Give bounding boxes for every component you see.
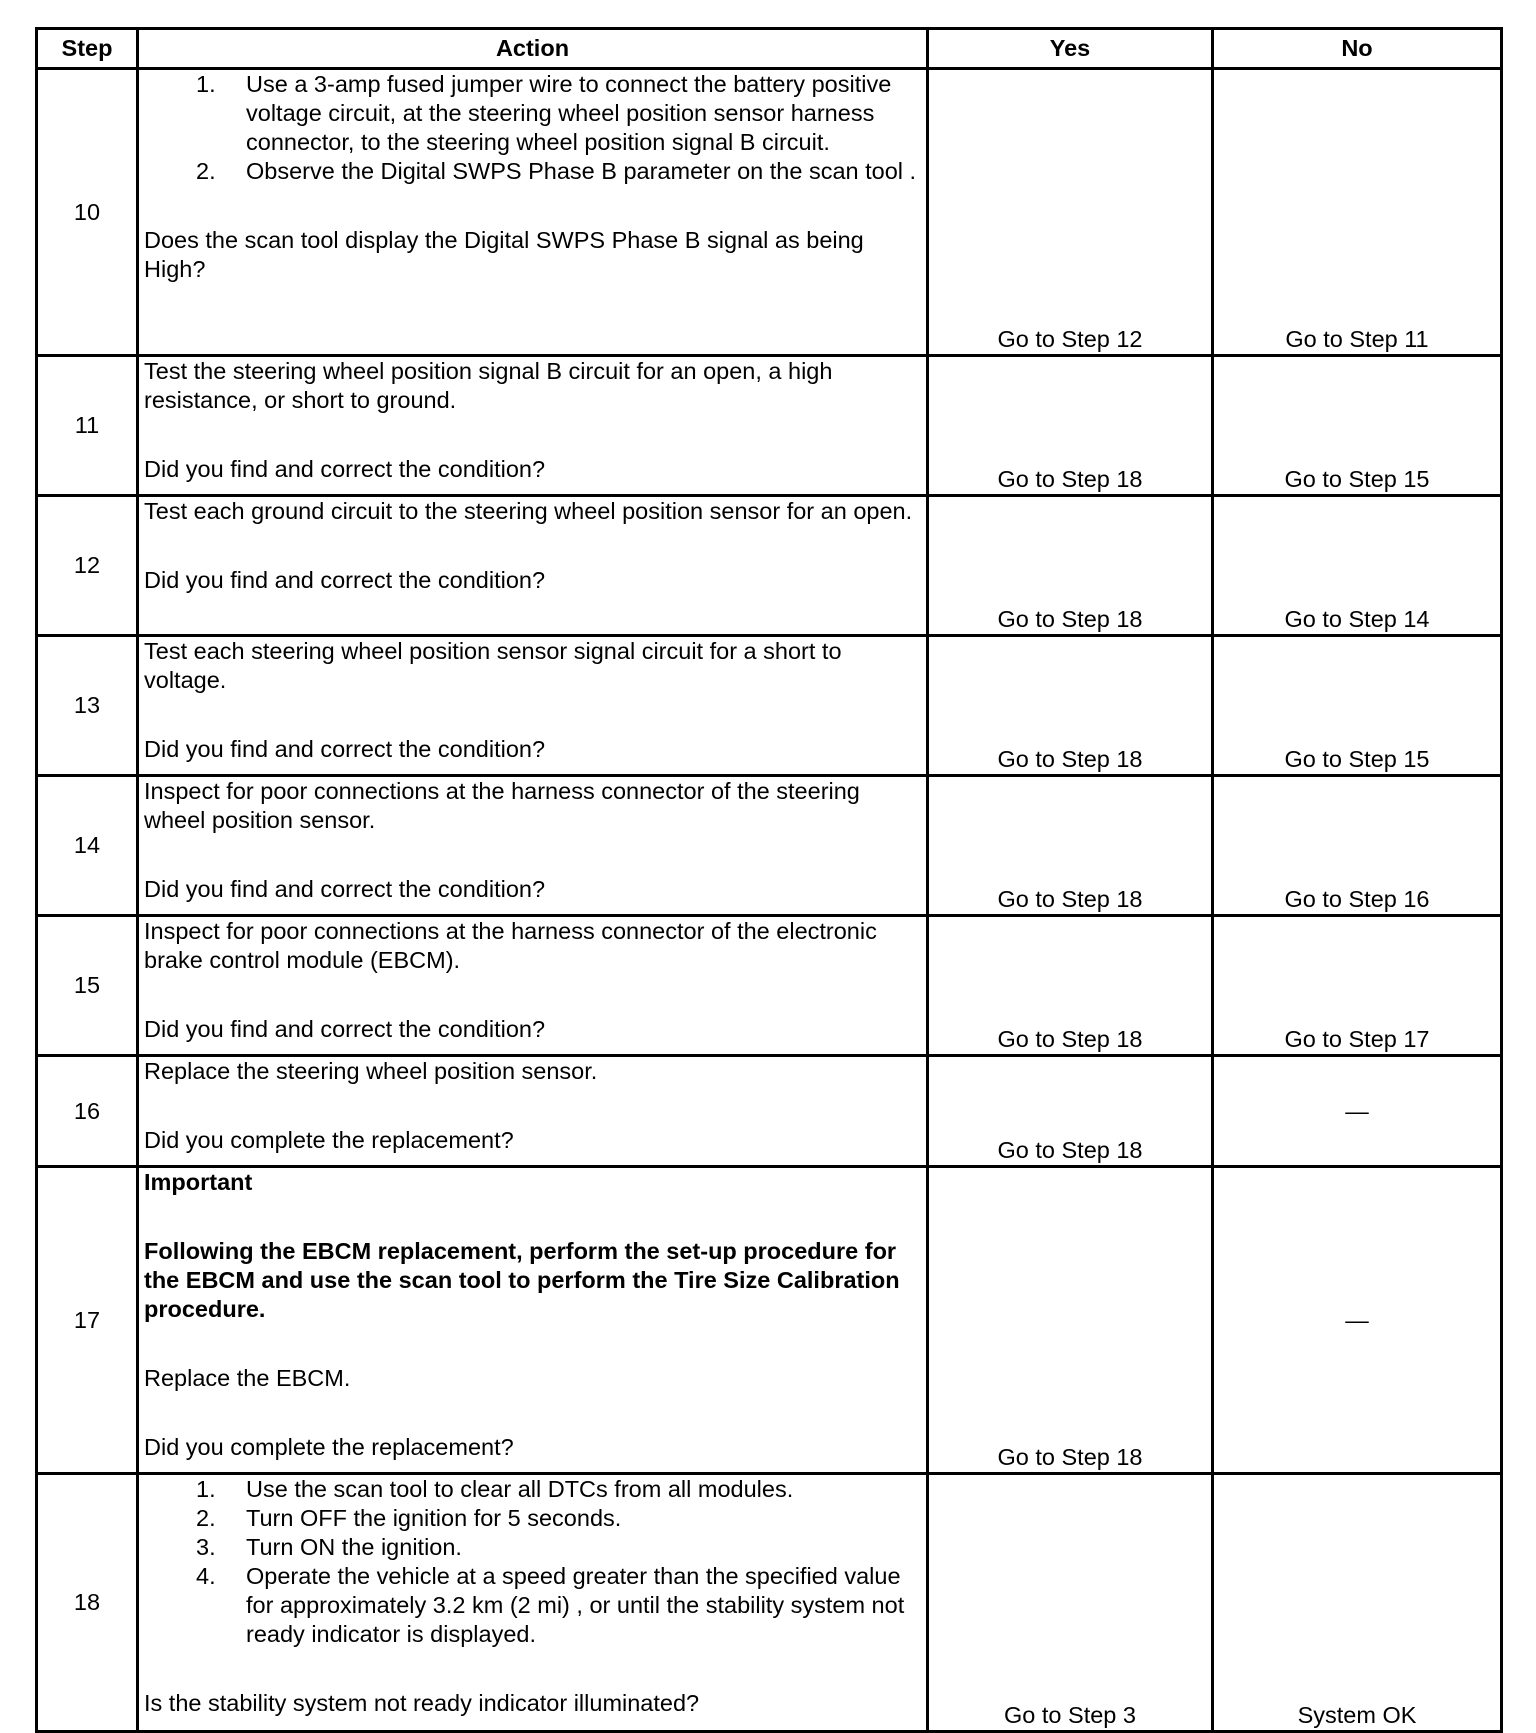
list-item-text: Turn OFF the ignition for 5 seconds. bbox=[246, 1505, 622, 1531]
question-text: Did you find and correct the condition? bbox=[144, 876, 546, 902]
action-text: Test each steering wheel position sensor signal circuit for a short to voltage. bbox=[144, 638, 842, 693]
action-text: Test each ground circuit to the steering wheel position sensor for an open. bbox=[144, 498, 913, 524]
list-item-text: Operate the vehicle at a speed greater than the specified value for approximately 3.2 km (2 mi) , or until the stability system not ready indicator is displayed. bbox=[246, 1563, 905, 1647]
diagnostic-table bbox=[35, 27, 1503, 1733]
list-item bbox=[144, 70, 921, 157]
action-cell bbox=[138, 69, 928, 356]
yes-result: Go to Step 18 bbox=[928, 496, 1213, 636]
yes-result: Go to Step 18 bbox=[928, 636, 1213, 776]
yes-result: Go to Step 18 bbox=[928, 916, 1213, 1056]
no-result: Go to Step 17 bbox=[1213, 916, 1502, 1056]
header-action: Action bbox=[138, 29, 928, 69]
table-row bbox=[37, 1056, 1502, 1167]
step-number: 16 bbox=[37, 1056, 138, 1167]
no-result: Go to Step 16 bbox=[1213, 776, 1502, 916]
question-text: Did you complete the replacement? bbox=[144, 1434, 514, 1460]
action-cell bbox=[138, 776, 928, 916]
question-text: Did you find and correct the condition? bbox=[144, 736, 546, 762]
yes-result: Go to Step 18 bbox=[928, 1167, 1213, 1474]
header-step: Step bbox=[37, 29, 138, 69]
step-number: 12 bbox=[37, 496, 138, 636]
step-number: 15 bbox=[37, 916, 138, 1056]
no-result: — bbox=[1213, 1056, 1502, 1167]
action-cell bbox=[138, 496, 928, 636]
important-note: Following the EBCM replacement, perform the set-up procedure for the EBCM and use the scan tool to perform the Tire Size Calibration procedure. bbox=[144, 1238, 900, 1322]
yes-result: Go to Step 3 bbox=[928, 1474, 1213, 1732]
table-row bbox=[37, 776, 1502, 916]
action-text: Inspect for poor connections at the harness connector of the electronic brake control module (EBCM). bbox=[144, 918, 877, 973]
action-cell bbox=[138, 1474, 928, 1732]
table-row bbox=[37, 356, 1502, 496]
table-row bbox=[37, 496, 1502, 636]
action-text: Inspect for poor connections at the harness connector of the steering wheel position sensor. bbox=[144, 778, 860, 833]
step-number: 13 bbox=[37, 636, 138, 776]
no-result: Go to Step 11 bbox=[1213, 69, 1502, 356]
list-item-number: 2. bbox=[196, 158, 216, 184]
header-yes: Yes bbox=[928, 29, 1213, 69]
question-text: Did you find and correct the condition? bbox=[144, 1016, 546, 1042]
list-item-text: Use a 3-amp fused jumper wire to connect the battery positive voltage circuit, at the steering wheel position sensor harness connector, to the steering wheel position signal B circuit. bbox=[246, 71, 892, 155]
yes-result: Go to Step 18 bbox=[928, 776, 1213, 916]
list-item bbox=[144, 157, 921, 186]
action-cell bbox=[138, 356, 928, 496]
instruction-list bbox=[144, 1475, 921, 1649]
list-item-number: 1. bbox=[196, 71, 216, 97]
table-row bbox=[37, 69, 1502, 356]
important-heading: Important bbox=[144, 1169, 253, 1195]
action-cell bbox=[138, 1167, 928, 1474]
action-cell bbox=[138, 1056, 928, 1167]
action-cell bbox=[138, 636, 928, 776]
table-row bbox=[37, 1167, 1502, 1474]
step-number: 14 bbox=[37, 776, 138, 916]
step-number: 10 bbox=[37, 69, 138, 356]
question-text: Does the scan tool display the Digital SWPS Phase B signal as being High? bbox=[144, 227, 864, 282]
step-number: 17 bbox=[37, 1167, 138, 1474]
list-item-number: 2. bbox=[196, 1505, 216, 1531]
no-result: System OK bbox=[1213, 1474, 1502, 1732]
list-item-number: 4. bbox=[196, 1563, 216, 1589]
header-no: No bbox=[1213, 29, 1502, 69]
step-number: 18 bbox=[37, 1474, 138, 1732]
no-result: Go to Step 15 bbox=[1213, 636, 1502, 776]
no-result: Go to Step 15 bbox=[1213, 356, 1502, 496]
header-row bbox=[37, 29, 1502, 69]
question-text: Did you find and correct the condition? bbox=[144, 567, 546, 593]
question-text: Did you complete the replacement? bbox=[144, 1127, 514, 1153]
no-result: Go to Step 14 bbox=[1213, 496, 1502, 636]
list-item-number: 1. bbox=[196, 1476, 216, 1502]
action-text: Test the steering wheel position signal B circuit for an open, a high resistance, or short to ground. bbox=[144, 358, 833, 413]
yes-result: Go to Step 12 bbox=[928, 69, 1213, 356]
list-item bbox=[144, 1475, 921, 1504]
step-number: 11 bbox=[37, 356, 138, 496]
action-text: Replace the EBCM. bbox=[144, 1365, 351, 1391]
table-row bbox=[37, 916, 1502, 1056]
instruction-list bbox=[144, 70, 921, 186]
list-item-text: Use the scan tool to clear all DTCs from all modules. bbox=[246, 1476, 794, 1502]
table-row bbox=[37, 636, 1502, 776]
table-row bbox=[37, 1474, 1502, 1732]
list-item bbox=[144, 1504, 921, 1533]
action-cell bbox=[138, 916, 928, 1056]
list-item bbox=[144, 1562, 921, 1649]
no-result: — bbox=[1213, 1167, 1502, 1474]
list-item-text: Turn ON the ignition. bbox=[246, 1534, 462, 1560]
yes-result: Go to Step 18 bbox=[928, 356, 1213, 496]
list-item bbox=[144, 1533, 921, 1562]
list-item-text: Observe the Digital SWPS Phase B parameter on the scan tool . bbox=[246, 158, 917, 184]
question-text: Did you find and correct the condition? bbox=[144, 456, 546, 482]
question-text: Is the stability system not ready indicator illuminated? bbox=[144, 1690, 700, 1716]
action-text: Replace the steering wheel position sensor. bbox=[144, 1058, 598, 1084]
yes-result: Go to Step 18 bbox=[928, 1056, 1213, 1167]
list-item-number: 3. bbox=[196, 1534, 216, 1560]
